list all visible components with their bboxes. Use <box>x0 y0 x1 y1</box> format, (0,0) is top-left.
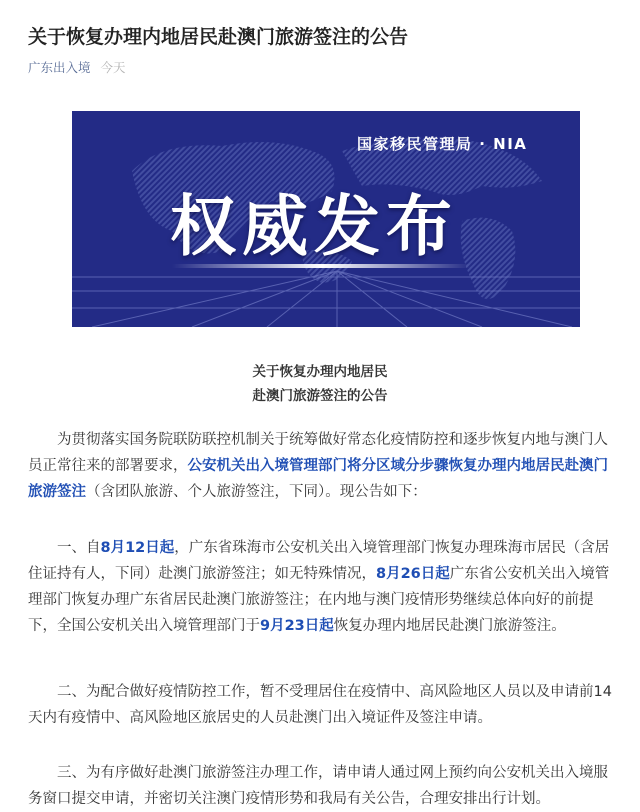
account-name-link[interactable]: 广东出入境 <box>28 60 91 75</box>
notice-subtitle <box>0 360 640 408</box>
intro-highlight: 公安机关出入境管理部门将分区域分步骤恢复办理内地居民赴澳门旅游签注 <box>28 458 608 500</box>
p1-text: 恢复办理内地居民赴澳门旅游签注。 <box>333 618 566 634</box>
banner-org-label: 国家移民管理局 · NIA <box>357 135 528 153</box>
subtitle-line-1: 关于恢复办理内地居民 <box>252 364 388 380</box>
p1-text: ，广东省珠海市公安机关出入境管理部门恢复办理珠海市居民（含居住证持有人，下同）赴澳门旅游签注；如无特殊情况， <box>28 540 610 582</box>
intro-text-tail: （含团队旅游、个人旅游签注，下同）。现公告如下： <box>86 484 427 500</box>
paragraph-2: 二、为配合做好疫情防控工作，暂不受理居住在疫情中、高风险地区人员以及申请前14天内有疫情中、高风险地区旅居史的人员赴澳门出入境证件及签注申请。 <box>28 684 612 726</box>
date-highlight-sep23: 9月23日起 <box>260 618 334 634</box>
intro-paragraph <box>28 427 612 505</box>
publish-time: 今天 <box>100 60 126 75</box>
paragraph-1 <box>28 535 612 639</box>
p1-text: 广东省公安机关出入境管理部门恢复办理广东省居民赴澳门旅游签注；在内地与澳门疫情形势继续总体向好的前提下，全国公安机关出入境管理部门于 <box>28 566 610 634</box>
intro-text: 为贯彻落实国务院联防联控机制关于统筹做好常态化疫情防控和逐步恢复内地与澳门人员正常往来的部署要求， <box>28 432 608 474</box>
date-highlight-aug26: 8月26日起 <box>376 566 450 582</box>
banner-headline: 权威发布 <box>170 188 458 265</box>
p1-text: 一、自 <box>57 540 101 556</box>
paragraph-3: 三、为有序做好赴澳门旅游签注办理工作，请申请人通过网上预约向公安机关出入境服务窗口提交申请，并密切关注澳门疫情形势和我局有关公告，合理安排出行计划。 <box>28 765 608 807</box>
article-meta <box>28 58 126 76</box>
date-highlight-aug12: 8月12日起 <box>100 540 175 556</box>
article-title: 关于恢复办理内地居民赴澳门旅游签注的公告 <box>28 26 409 48</box>
subtitle-line-2: 赴澳门旅游签注的公告 <box>252 388 388 404</box>
banner-image <box>72 111 580 327</box>
